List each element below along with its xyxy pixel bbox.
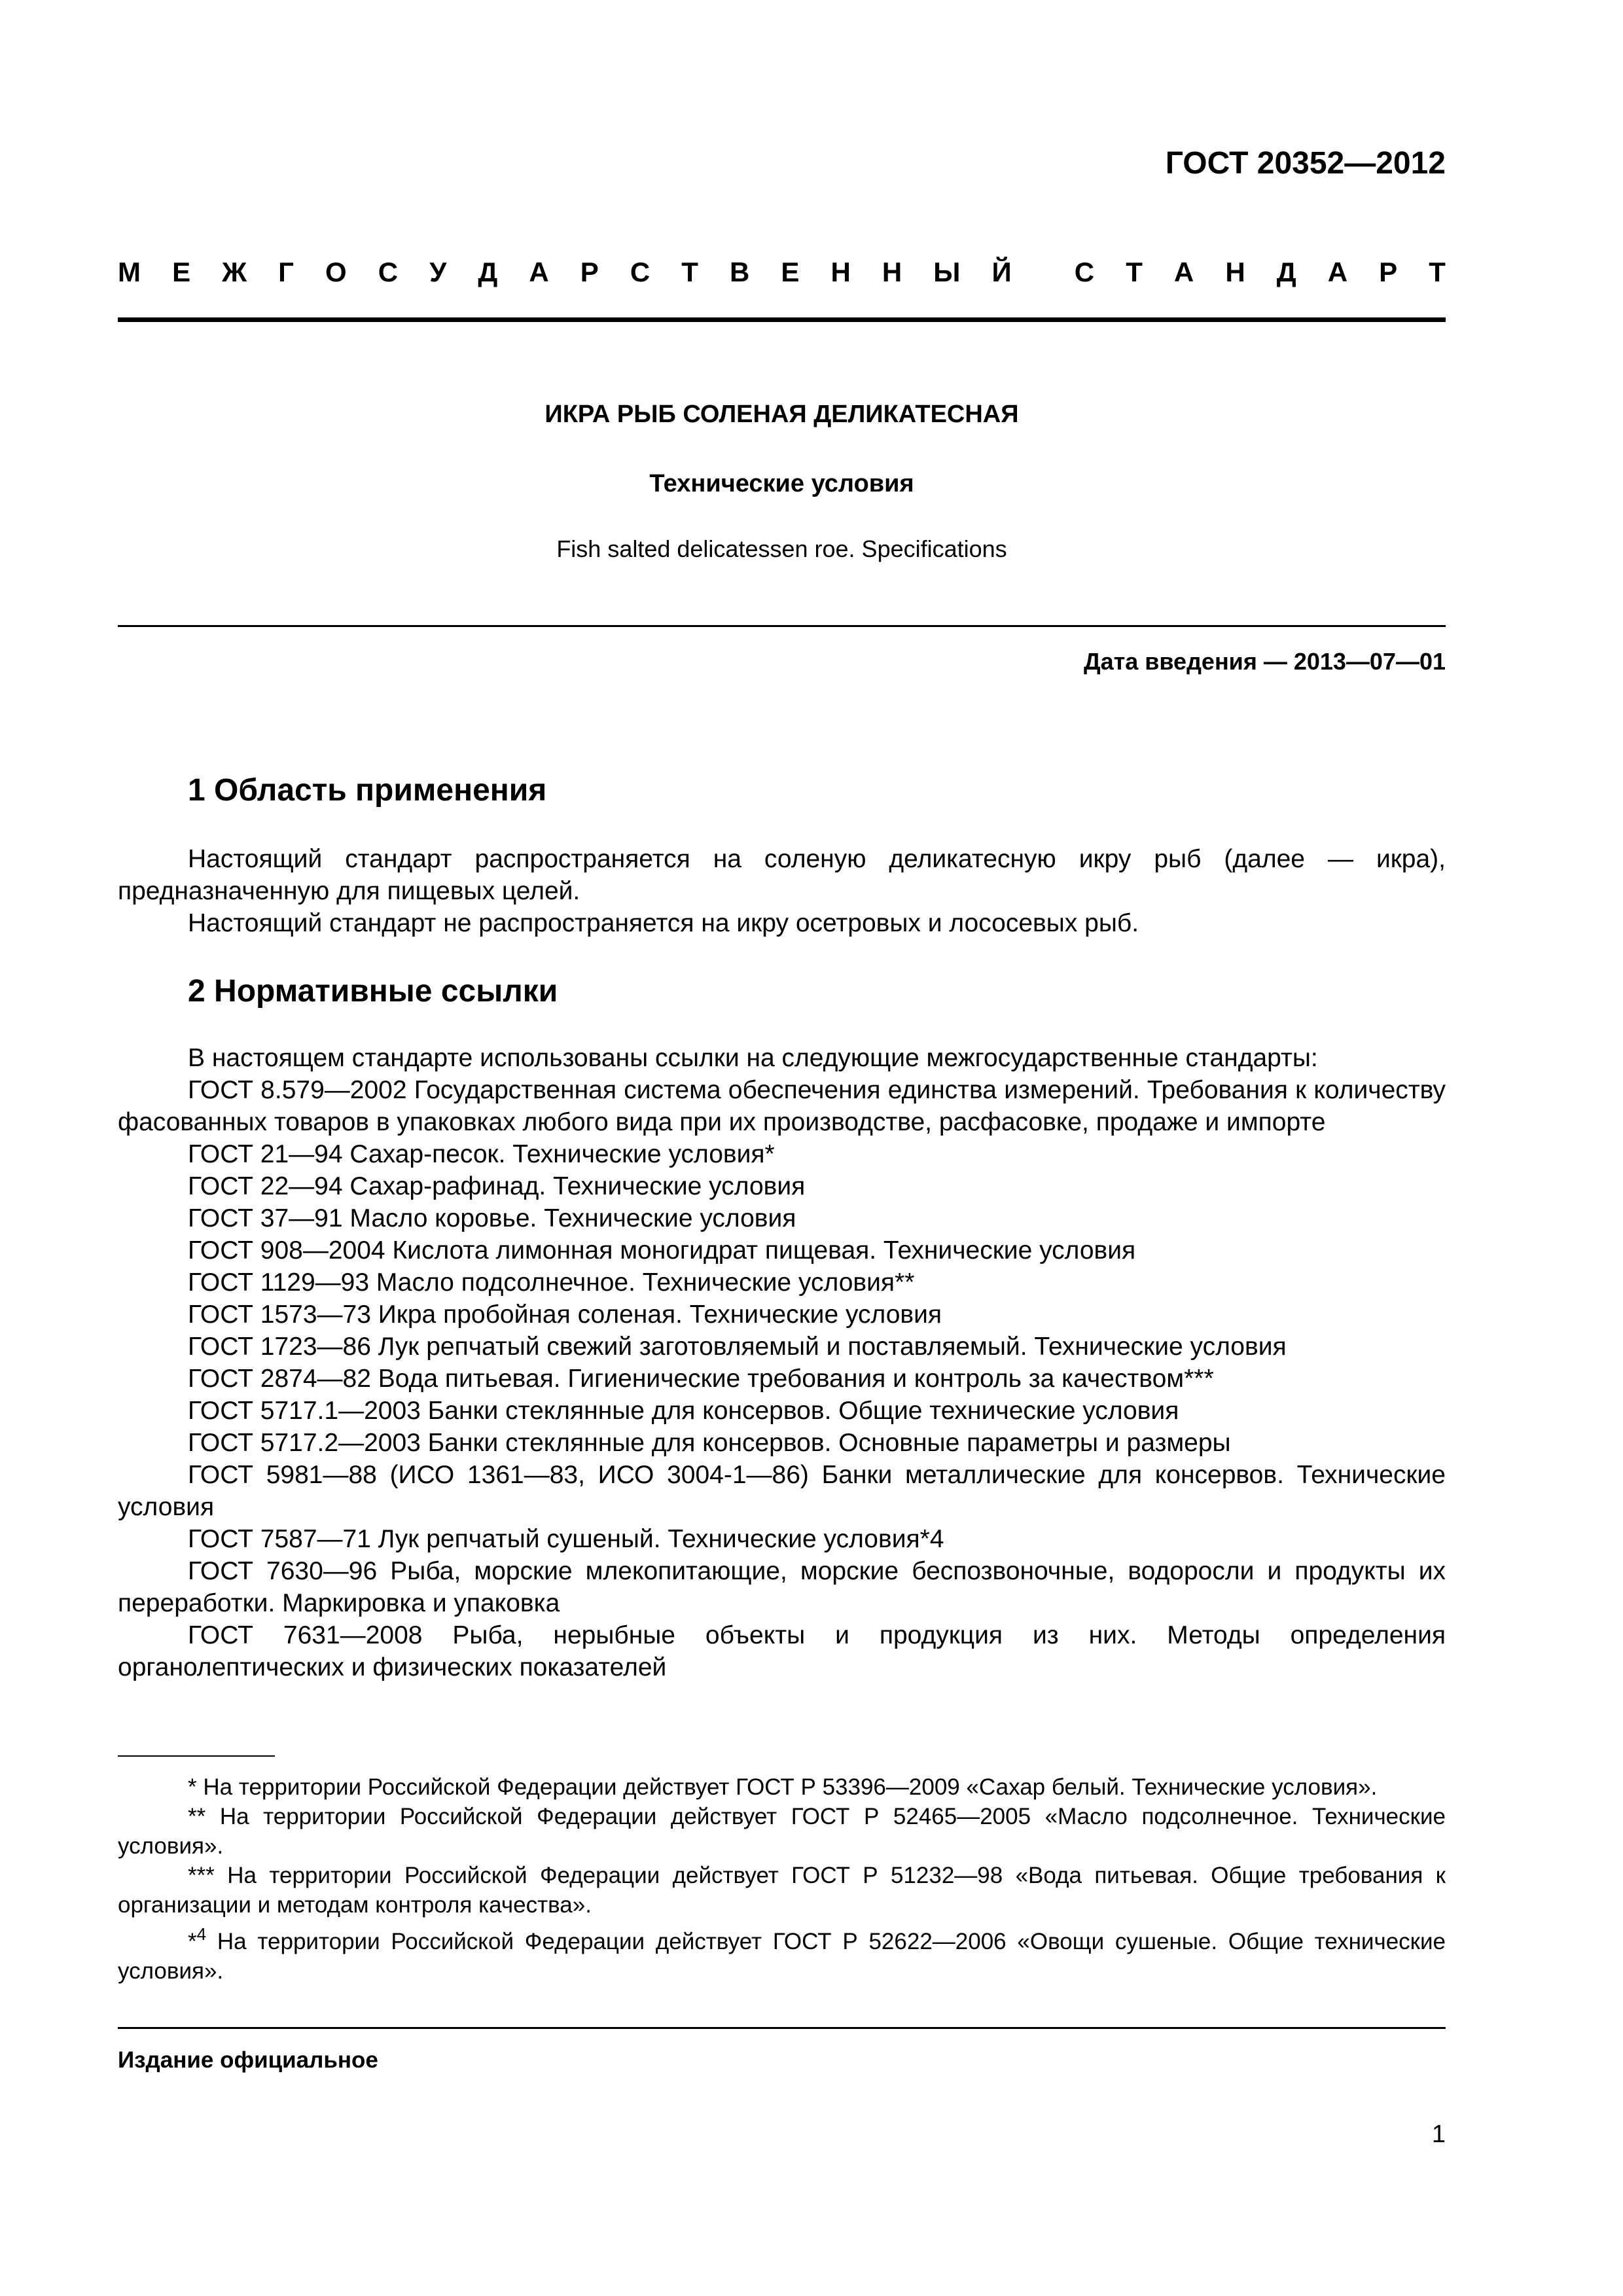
reference-item: ГОСТ 1129—93 Масло подсолнечное. Технические условия** — [188, 1268, 915, 1297]
reference-item: ГОСТ 21—94 Сахар-песок. Технические условия* — [188, 1140, 775, 1168]
paragraph: В настоящем стандарте использованы ссылки на следующие межгосударственные стандарты: — [188, 1044, 1318, 1072]
paragraph: Настоящий стандарт не распространяется на икру осетровых и лососевых рыб. — [188, 909, 1139, 937]
footnote — [118, 1861, 1446, 1920]
reference-item: ГОСТ 908—2004 Кислота лимонная моногидрат пищевая. Технические условия — [188, 1236, 1136, 1265]
footnote-text: На территории Российской Федерации действует ГОСТ Р 52465—2005 «Масло подсолнечное. Технические условия». — [118, 1804, 1446, 1859]
reference-item: ГОСТ 1723—86 Лук репчатый свежий заготовляемый и поставляемый. Технические условия — [188, 1333, 1287, 1361]
standard-type-letter: Д — [478, 257, 498, 287]
standard-type-letter: Н — [830, 257, 851, 287]
introduction-date: Дата введения — 2013—07—01 — [1083, 648, 1446, 675]
header-divider — [118, 317, 1446, 322]
standard-type-letter: С — [1074, 257, 1095, 287]
section-scope-body — [118, 843, 1446, 939]
standard-type-letter: А — [529, 257, 549, 287]
standard-type-letter: А — [1327, 257, 1348, 287]
standard-type-letter: А — [1173, 257, 1194, 287]
reference-item: ГОСТ 7587—71 Лук репчатый сушеный. Технические условия*4 — [188, 1525, 944, 1553]
standard-type-letter: Д — [1276, 257, 1296, 287]
reference-item: ГОСТ 37—91 Масло коровье. Технические условия — [188, 1204, 796, 1232]
document-title: ИКРА РЫБ СОЛЕНАЯ ДЕЛИКАТЕСНАЯ — [544, 401, 1019, 428]
document-subtitle: Технические условия — [649, 470, 914, 497]
footnote-text: На территории Российской Федерации действует ГОСТ Р 53396—2009 «Сахар белый. Технические условия». — [203, 1774, 1378, 1800]
footnote-text: На территории Российской Федерации действует ГОСТ Р 52622—2006 «Овощи сушеные. Общие технические условия». — [118, 1929, 1446, 1984]
footnote-separator — [118, 1755, 275, 1757]
footnote — [118, 1772, 1446, 1802]
standard-type-letter: Й — [991, 257, 1012, 287]
section-references-body — [118, 1042, 1446, 1683]
footnote-mark-superscript: 4 — [196, 1924, 207, 1944]
reference-item: ГОСТ 22—94 Сахар-рафинад. Технические условия — [188, 1172, 806, 1200]
reference-item: ГОСТ 5981—88 (ИСО 1361—83, ИСО 3004-1—86) Банки металлические для консервов. Технические условия — [118, 1461, 1446, 1521]
standard-type-letter: Г — [278, 257, 294, 287]
reference-item: ГОСТ 1573—73 Икра пробойная соленая. Технические условия — [188, 1300, 942, 1329]
standard-type-letter: В — [729, 257, 750, 287]
footnote-mark: * — [188, 1774, 197, 1800]
reference-item: ГОСТ 2874—82 Вода питьевая. Гигиенические требования и контроль за качеством*** — [188, 1365, 1214, 1393]
standard-type-letter: Е — [781, 257, 800, 287]
section-heading-scope: 1 Область применения — [188, 773, 547, 808]
footnotes — [118, 1772, 1446, 1986]
footnote — [118, 1802, 1446, 1861]
reference-item: ГОСТ 5717.2—2003 Банки стеклянные для консервов. Основные параметры и размеры — [188, 1429, 1231, 1457]
reference-item: ГОСТ 8.579—2002 Государственная система обеспечения единства измерений. Требования к количеству фасованных товаров в упаковках любого вида при их производстве, расфасовке, продаже и импорте — [118, 1076, 1446, 1136]
standard-type-letter: О — [325, 257, 347, 287]
standard-type-letter: Ж — [222, 257, 247, 287]
page-number: 1 — [1431, 2121, 1446, 2148]
reference-item: ГОСТ 5717.1—2003 Банки стеклянные для консервов. Общие технические условия — [188, 1397, 1179, 1425]
official-edition-label: Издание официальное — [118, 2047, 378, 2073]
footnote-mark: * — [188, 1929, 197, 1954]
standard-type-letter: С — [630, 257, 651, 287]
section-heading-references: 2 Нормативные ссылки — [188, 974, 558, 1009]
reference-item: ГОСТ 7630—96 Рыба, морские млекопитающие, морские беспозвоночные, водоросли и продукты их переработки. Маркировка и упаковка — [118, 1557, 1446, 1617]
title-divider — [118, 625, 1446, 627]
standard-type-letter: Т — [681, 257, 698, 287]
standard-type-heading — [118, 257, 1446, 288]
document-title-english: Fish salted delicatessen roe. Specifications — [556, 535, 1007, 562]
standard-type-letter: Т — [1429, 257, 1446, 287]
paragraph: Настоящий стандарт распространяется на соленую деликатесную икру рыб (далее — икра), предназначенную для пищевых целей. — [118, 845, 1446, 905]
footnote-mark: ** — [188, 1804, 206, 1829]
standard-type-letter: Н — [1225, 257, 1245, 287]
standard-type-letter: С — [378, 257, 399, 287]
footnote-text: На территории Российской Федерации действует ГОСТ Р 51232—98 «Вода питьевая. Общие требования к организации и методам контроля качества». — [118, 1863, 1446, 1918]
standard-type-letter: Р — [580, 257, 599, 287]
reference-item: ГОСТ 7631—2008 Рыба, нерыбные объекты и продукция из них. Методы определения органолептических и физических показателей — [118, 1621, 1446, 1681]
standard-type-letter: Е — [172, 257, 191, 287]
standard-type-letter: У — [429, 257, 447, 287]
standard-type-letter: Т — [1126, 257, 1143, 287]
standard-type-letter: Ы — [933, 257, 961, 287]
document-number: ГОСТ 20352—2012 — [1165, 146, 1446, 181]
standard-type-letter: Н — [882, 257, 902, 287]
standard-type-letter: М — [118, 257, 141, 287]
footer-divider — [118, 2027, 1446, 2029]
standard-type-letter: Р — [1379, 257, 1398, 287]
footnote-mark: *** — [188, 1863, 215, 1888]
footnote — [118, 1920, 1446, 1986]
